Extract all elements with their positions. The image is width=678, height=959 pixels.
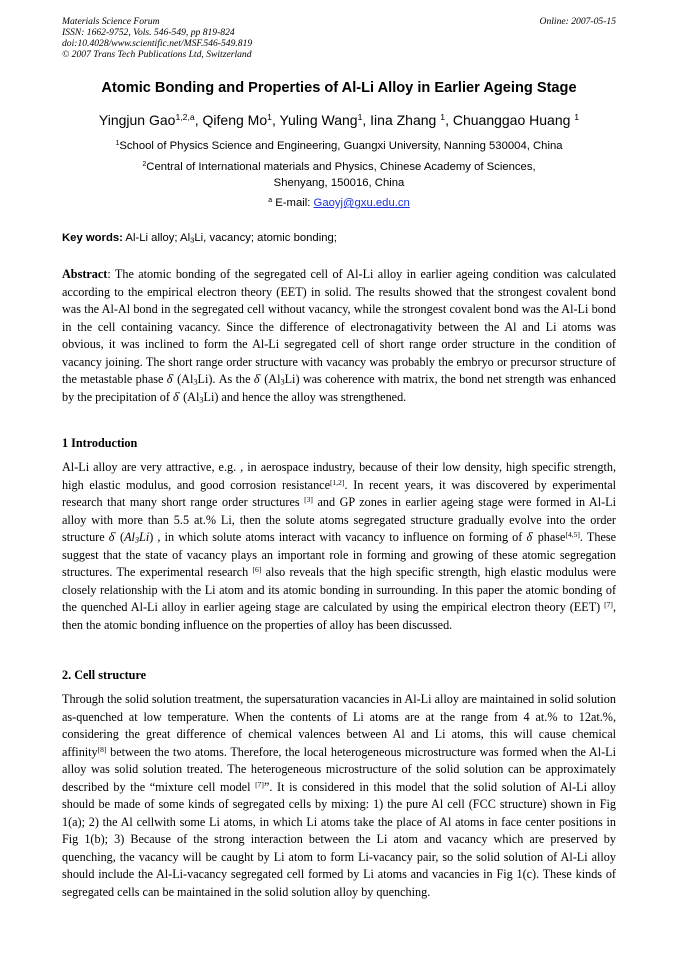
formula-text: ) bbox=[149, 530, 154, 544]
citation: [8] bbox=[97, 744, 107, 754]
section-heading-cell-structure: 2. Cell structure bbox=[62, 668, 147, 682]
author-name: Yuling Wang bbox=[279, 112, 358, 128]
author-name: Yingjun Gao bbox=[98, 112, 176, 128]
delta-symbol: δ bbox=[108, 530, 115, 544]
email-label: E-mail: bbox=[275, 197, 314, 209]
subscript: 3 bbox=[280, 377, 285, 387]
keywords-text: Al-Li alloy; Al bbox=[122, 232, 191, 244]
author-name: Iina Zhang bbox=[370, 112, 437, 128]
citation: [6] bbox=[252, 564, 262, 574]
affiliation-mark: 2 bbox=[142, 161, 147, 169]
author-name: Qifeng Mo bbox=[202, 112, 268, 128]
citation: [7] bbox=[604, 599, 613, 609]
body-text: . In recent years, it was discovered by experimental research that many short range order structures bbox=[62, 477, 616, 509]
body-text: between the two atoms. Therefore, the local heterogeneous microstructure was formed when the Al-Li alloy was solid solution treated. The heterogeneous microstructure of the solid solution can be approximately described by the “mixture cell model bbox=[62, 744, 616, 794]
body-text: , in which solute atoms interact with vacancy to influence on forming of bbox=[153, 530, 527, 544]
body-text: also reveals that the high specific strength, high elastic modulus were closely relationship with the Li atom and its atomic bonding in surrounding. In this paper the atomic bonding of the quenched Al-Li alloy in earlier ageing stage are calculated by using the empirical electron theory (EET) bbox=[62, 565, 616, 614]
formula-text: Li bbox=[139, 530, 150, 544]
delta-symbol: δ bbox=[166, 372, 173, 386]
keywords-label: Key words: bbox=[62, 232, 123, 244]
delta-symbol: δ bbox=[526, 530, 533, 544]
affiliation-mark: 1 bbox=[115, 140, 120, 148]
online-date: Online: 2007-05-15 bbox=[539, 16, 616, 27]
journal-header bbox=[62, 16, 616, 60]
citation: [1,2] bbox=[330, 477, 345, 487]
prime-mark: ' bbox=[114, 529, 116, 539]
author-affiliation-mark: 1,2,a bbox=[175, 112, 195, 123]
email-mark: a bbox=[268, 197, 273, 205]
section-heading-introduction: 1 Introduction bbox=[62, 436, 138, 450]
body-text: phase bbox=[533, 530, 566, 544]
abstract-text: Li) and hence the alloy was strengthened. bbox=[203, 389, 407, 404]
abstract-text: : The atomic bonding of the segregated cell of Al-Li alloy in earlier ageing condition was calculated according to the empirical electron theory (EET) in solid. The results showed that the strongest covalent bond was the Al-Al bond in the segregated cell without vacancy, while the strongest covalent bond was the Al-Li bond in the cell containing vacancy. Since the difference of electronagativity between the Al and Li atoms was obvious, it was inclined to form the Al-Li segregated cell of short range order structure in the condition of vacancy joining. The short range order structure with vacancy was probably the embryo or precursor structure of the metastable phase bbox=[62, 267, 616, 386]
journal-name: Materials Science Forum bbox=[62, 16, 160, 27]
author-affiliation-mark: 1 bbox=[440, 112, 446, 123]
cell-structure-paragraph bbox=[62, 691, 616, 901]
keywords-text: Li, vacancy; atomic bonding; bbox=[194, 232, 337, 244]
delta-symbol: δ bbox=[173, 389, 179, 404]
affiliation-text: Central of International materials and Physics, Chinese Academy of Sciences, bbox=[146, 161, 536, 173]
subscript: 3 bbox=[193, 377, 198, 387]
prime-mark: ' bbox=[178, 389, 181, 399]
introduction-paragraph bbox=[62, 459, 616, 634]
author-affiliation-mark: 1 bbox=[574, 112, 580, 123]
subscript: 3 bbox=[199, 395, 204, 405]
paper-title: Atomic Bonding and Properties of Al-Li Alloy in Earlier Ageing Stage bbox=[101, 80, 577, 96]
citation: [4,5] bbox=[565, 529, 580, 539]
prime-mark: ' bbox=[532, 529, 534, 539]
abstract bbox=[62, 266, 616, 406]
body-text: Al-Li alloy are very attractive, e.g. , in aerospace industry, because of their low density, high specific strength, high elastic modulus, and good corrosion resistance bbox=[62, 460, 616, 492]
citation: [3] bbox=[304, 494, 313, 504]
body-text: and GP zones in earlier ageing stage were formed in Al-Li alloy with more than 5.5 at.% Li, then the solute atoms segregated structure gradually evolve into the order structure bbox=[62, 495, 617, 544]
formula-text: Al bbox=[124, 530, 135, 544]
subscript: 3 bbox=[190, 235, 195, 245]
affiliation-text: Shenyang, 150016, China bbox=[273, 177, 405, 189]
issn-line: ISSN: 1662-9752, Vols. 546-549, pp 819-824 bbox=[62, 27, 235, 38]
abstract-text: Li). As the bbox=[197, 372, 254, 386]
delta-symbol: δ bbox=[253, 372, 260, 386]
abstract-text: (Al bbox=[173, 372, 194, 386]
abstract-label: Abstract bbox=[62, 267, 108, 281]
citation: [7] bbox=[255, 779, 264, 789]
copyright-line: © 2007 Trans Tech Publications Ltd, Switzerland bbox=[62, 49, 252, 60]
author-affiliation-mark: 1 bbox=[357, 112, 363, 123]
body-text: . These suggest that the state of vacancy plays an important role in forming and growing of these atomic segregation structures. The experimental research bbox=[62, 530, 617, 579]
author-name: Chuanggao Huang bbox=[452, 112, 571, 128]
author-list: Yingjun Gao$^{1,2,a}$, Qifeng Mo$^1$, Yuling Wang$^1$, Iina Zhang $^1$, Chuanggao Huang $^1$ bbox=[98, 112, 580, 128]
prime-mark: ' bbox=[172, 371, 174, 381]
affiliation-1 bbox=[40, 138, 638, 154]
affiliation-text: School of Physics Science and Engineering, Guangxi University, Nanning 530004, China bbox=[119, 140, 563, 152]
affiliation-2 bbox=[40, 159, 638, 191]
keywords bbox=[62, 232, 622, 244]
author-affiliation-mark: 1 bbox=[267, 112, 272, 123]
email-link[interactable]: Gaoyj@gxu.edu.cn bbox=[313, 197, 410, 209]
contact-email bbox=[40, 195, 638, 211]
formula-text: ( bbox=[115, 530, 125, 544]
body-text: Through the solid solution treatment, the supersaturation vacancies in Al-Li alloy are maintained in solid solution as-quenched at low temperature. When the contents of Li atoms are at the range from 4 at.% to 12at.%, considering the great difference of chemical valences between Al and Li atoms, this will cause chemical affinity bbox=[62, 692, 616, 759]
prime-mark: ' bbox=[259, 371, 261, 381]
body-text: , then the atomic bonding influence on the properties of alloy has been discussed. bbox=[62, 600, 616, 632]
subscript: 3 bbox=[134, 535, 140, 545]
doi-line: doi:10.4028/www.scientific.net/MSF.546-549.819 bbox=[62, 38, 253, 49]
abstract-text: (Al bbox=[180, 389, 200, 404]
body-text: ”. It is considered in this model that the solid solution of Al-Li alloy should be made of some kinds of segregated cells by mixing: 1) the pure Al cell (FCC structure) shown in Fig 1(a); 2) the Al cellwith some Li atoms, in which Li atoms take the place of Al atoms in face center positions in Fig 1(b); 3) Because of the strong interaction between the Li atom and vacancy which are preserved by quenching, the vacancy will be caught by Li atom to form Li-vacancy pair, so the solid solution of Al-Li alloy should include the Al-Li-vacancy segregated cell formed by Li atoms and vacancies in Fig 1(c). These kinds of segregated cells can be maintained in the solid solution alloy by quenching. bbox=[62, 779, 616, 899]
abstract-text: (Al bbox=[260, 372, 281, 386]
abstract-text: Li) was coherence with matrix, the bond net strength was enhanced by the precipitation of bbox=[62, 372, 616, 404]
